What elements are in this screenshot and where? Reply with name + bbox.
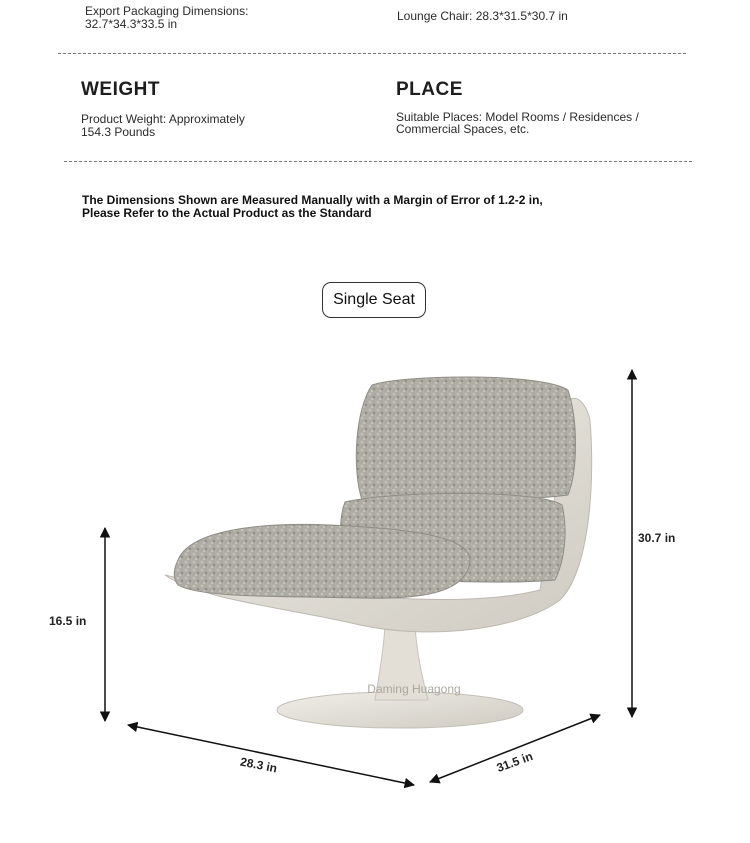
measurement-note-line-2: Please Refer to the Actual Product as the Standard <box>82 206 372 220</box>
weight-line-2: 154.3 Pounds <box>81 125 156 139</box>
export-packaging-value: 32.7*34.3*33.5 in <box>85 17 178 31</box>
watermark: Daming Huagong <box>367 682 461 696</box>
measurement-note-line-1: The Dimensions Shown are Measured Manually with a Margin of Error of 1.2-2 in, <box>82 193 543 207</box>
chair-backrest <box>356 377 575 502</box>
weight-title: WEIGHT <box>81 79 160 100</box>
lounge-chair-dimensions: Lounge Chair: 28.3*31.5*30.7 in <box>397 9 568 23</box>
seat-height-label: 16.5 in <box>49 614 87 628</box>
place-line-2: Commercial Spaces, etc. <box>396 122 530 136</box>
single-seat-label: Single Seat <box>322 282 426 318</box>
place-title: PLACE <box>396 79 463 100</box>
weight-line-1: Product Weight: Approximately <box>81 112 245 126</box>
export-packaging-label: Export Packaging Dimensions: <box>85 4 249 18</box>
height-label: 30.7 in <box>638 531 676 545</box>
place-line-1: Suitable Places: Model Rooms / Residences / <box>396 110 639 124</box>
width-arrow <box>128 725 414 785</box>
chair-seat-cushion <box>174 524 470 598</box>
width-label: 28.3 in <box>239 754 279 776</box>
depth-label: 31.5 in <box>494 749 535 775</box>
